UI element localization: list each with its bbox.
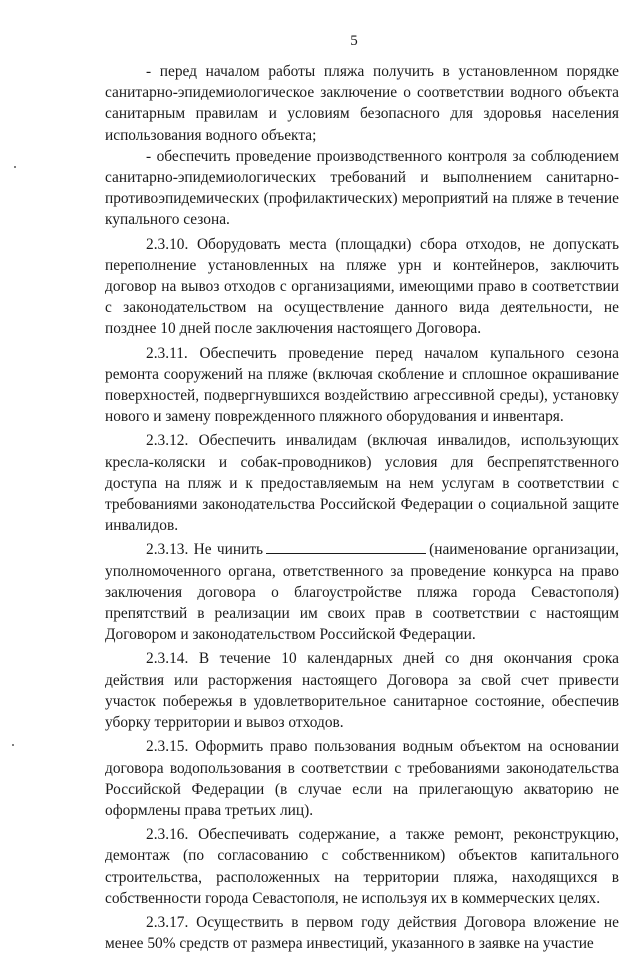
paragraph-clause-2-3-10: 2.3.10. Оборудовать места (площадки) сбора отходов, не допускать переполнение установленных на пляже урн и контейнеров, заключить договор на вывоз отходов с организациями, имеющими право в соответствии с законодательством на осуществление данного вида деятельности, не позднее 10 дней после заключения настоящего Договора. — [105, 235, 619, 338]
paragraph-clause-2-3-14: 2.3.14. В течение 10 календарных дней со дня окончания срока действия или расторжения настоящего Договора за свой счет привести участок побережья в удовлетворительное санитарное состояние, обеспечив уборку территории и вывоз отходов. — [105, 650, 619, 732]
paragraph-clause-2-3-16: 2.3.16. Обеспечивать содержание, а также ремонт, реконструкцию, демонтаж (по согласованию с собственником) объектов капитального строительства, расположенных на территории пляжа, находящихся в собственности города Севастополя, не используя их в коммерческих целях. — [105, 826, 619, 907]
paragraph-clause-2-3-12: 2.3.12. Обеспечить инвалидам (включая инвалидов, использующих кресла-коляски и собак-проводников) условия для беспрепятственного доступа на пляж и к предоставляемым на нем услугам в соответствии с требованиями законодательства Российской Федерации о социальной защите инвалидов. — [105, 432, 619, 535]
paragraph-clause-2-3-13 — [105, 539, 619, 645]
page-number: 5 — [350, 33, 358, 49]
paragraph-pre-beach-work: - перед началом работы пляжа получить в установленном порядке санитарно-эпидемиологическое заключение о соответствии водного объекта санитарным правилам и условиям безопасного для здоровья населения использования водного объекта; — [105, 63, 619, 144]
clause-2-3-13-lead: 2.3.13. Не чинить — [146, 541, 264, 559]
blank-underline — [266, 539, 426, 554]
paragraph-clause-2-3-15: 2.3.15. Оформить право пользования водным объектом на основании договора водопользования в соответствии с требованиями законодательства Российской Федерации (в случае если на прилегающую акваторию не оформлены права третьих лиц). — [105, 738, 619, 819]
document-body — [105, 61, 619, 954]
paragraph-clause-2-3-17: 2.3.17. Осуществить в первом году действия Договора вложение не менее 50% средств от размера инвестиций, указанного в заявке на участие — [105, 913, 619, 953]
scan-speck — [14, 166, 16, 168]
scan-speck — [12, 744, 14, 746]
clause-2-3-13-tail: (наименование организации, уполномоченного органа, ответственного за проведение конкурса на право заключения договора о благоустройстве пляжа города Севастополя) препятствий в реализации им своих прав в соответствии с настоящим Договором и законодательством Российской Федерации. — [105, 541, 619, 644]
paragraph-production-control: - обеспечить проведение производственного контроля за соблюдением санитарно-эпидемиологических требований и выполнением санитарно-противоэпидемических (профилактических) мероприятий на пляже в течение купального сезона. — [105, 147, 619, 229]
paragraph-clause-2-3-11: 2.3.11. Обеспечить проведение перед началом купального сезона ремонта сооружений на пляже (включая скобление и сплошное окрашивание поверхностей, подвергнувшихся воздействию агрессивной среды), установку нового и замену поврежденного пляжного оборудования и инвентаря. — [105, 344, 619, 426]
